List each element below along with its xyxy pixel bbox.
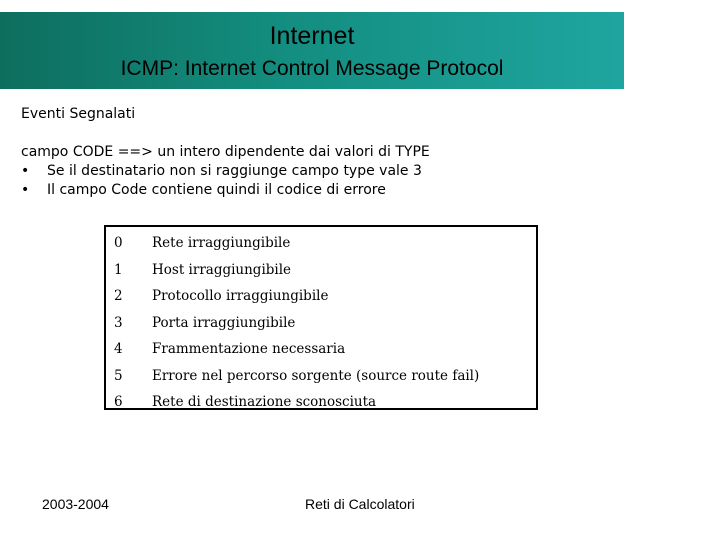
footer-course: Reti di Calcolatori (305, 496, 415, 512)
bullet-text: Se il destinatario non si raggiunge campo type vale 3 (47, 163, 422, 179)
description-cell: Rete di destinazione sconosciuta (152, 394, 377, 411)
table-row (114, 389, 479, 416)
code-table (114, 230, 479, 416)
intro-line: campo CODE ==> un intero dipendente dai valori di TYPE (21, 144, 430, 160)
description-cell: Porta irraggiungibile (152, 314, 296, 331)
bullet-marker: • (21, 182, 30, 198)
code-cell: 0 (114, 235, 123, 252)
table-row (114, 363, 479, 390)
code-cell: 1 (114, 261, 123, 278)
slide-title: Internet (269, 22, 355, 50)
bullet-item (21, 181, 430, 200)
table-row (114, 336, 479, 363)
code-cell: 6 (114, 394, 123, 411)
description-cell: Host irraggiungibile (152, 261, 292, 278)
body-text (21, 143, 430, 200)
table-row (114, 230, 479, 257)
description-cell: Frammentazione necessaria (152, 341, 346, 358)
footer-year: 2003-2004 (42, 496, 109, 512)
code-cell: 4 (114, 341, 123, 358)
bullet-text: Il campo Code contiene quindi il codice di errore (47, 182, 386, 198)
code-cell: 2 (114, 288, 123, 305)
description-cell: Rete irraggiungibile (152, 235, 291, 252)
code-cell: 3 (114, 314, 123, 331)
table-row (114, 283, 479, 310)
section-heading: Eventi Segnalati (21, 106, 136, 122)
description-cell: Protocollo irraggiungibile (152, 288, 329, 305)
code-table-box (104, 225, 538, 410)
table-row (114, 257, 479, 284)
slide-subtitle: ICMP: Internet Control Message Protocol (120, 57, 504, 80)
table-row (114, 310, 479, 337)
description-cell: Errore nel percorso sorgente (source route fail) (152, 367, 480, 384)
bullet-marker: • (21, 163, 30, 179)
code-cell: 5 (114, 367, 123, 384)
bullet-item (21, 162, 430, 181)
